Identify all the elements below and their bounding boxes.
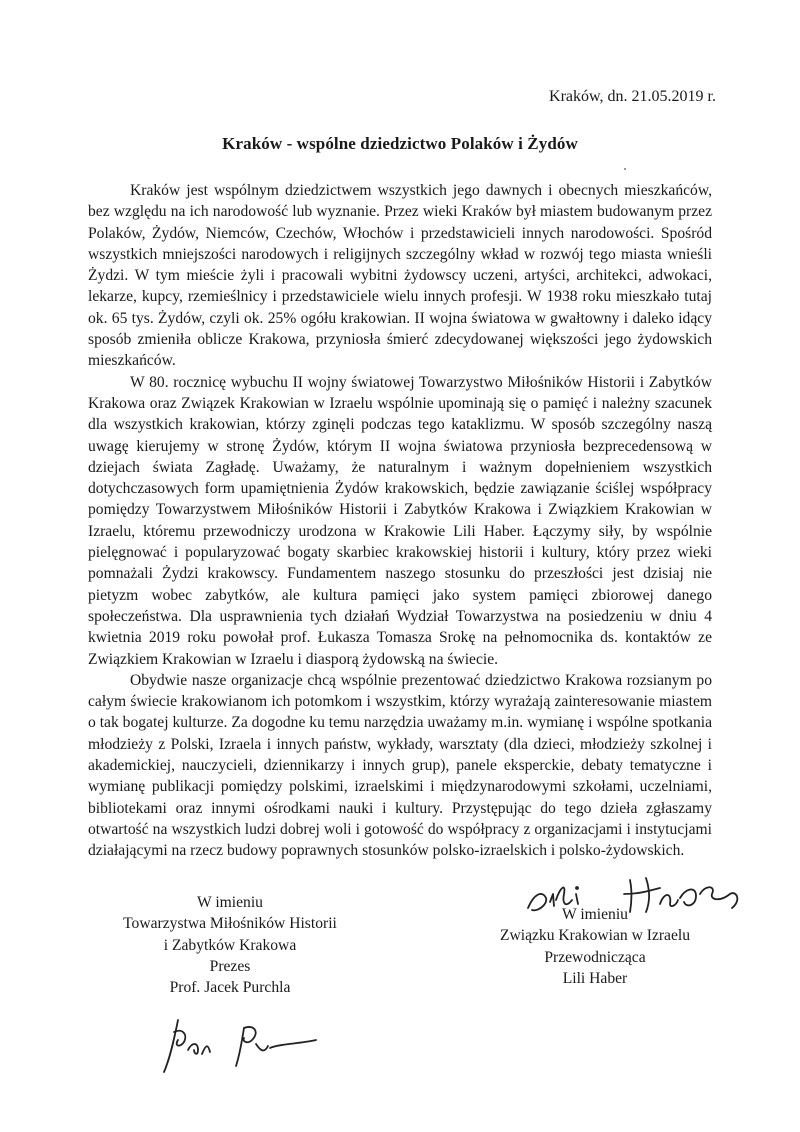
document-body	[88, 180, 712, 862]
sig-right-role: Przewodnicząca	[544, 948, 646, 966]
handwritten-signature-purchla	[148, 1010, 328, 1080]
document-date: Kraków, dn. 21.05.2019 r.	[549, 88, 716, 105]
speck	[624, 168, 626, 170]
sig-right-line1: W imieniu	[562, 906, 628, 923]
sig-left-line1: W imieniu	[197, 894, 263, 911]
sig-right-line2: Związku Krakowian w Izraelu	[499, 927, 691, 945]
sig-left-name: Prof. Jacek Purchla	[169, 979, 291, 997]
paragraph-1: Kraków jest wspólnym dziedzictwem wszystkich jego dawnych i obecnych mieszkańców, bez względu na ich narodowość lub wyznanie. Przez wieki Kraków był miastem budowanym przez Polaków, Żydów, Niemców, Czechów, Włochów i przedstawicieli innych narodowości. Spośród wszystkich mniejszości narodowych i religijnych szczególny wkład w rozwój tego miasta wnieśli Żydzi. W tym mieście żyli i pracowali wybitni żydowscy uczeni, artyści, architekci, adwokaci, lekarze, kupcy, rzemieślnicy i przedstawiciele wielu innych profesji. W 1938 roku mieszkało tutaj ok. 65 tys. Żydów, czyli ok. 25% ogółu krakowian. II wojna światowa w gwałtowny i daleko idący sposób zmieniła oblicze Krakowa, przyniosła śmierć zdecydowanej większości jego żydowskich mieszkańców.	[88, 182, 712, 370]
document-title: Kraków - wspólne dziedzictwo Polaków i Żydów	[222, 134, 578, 153]
signature-block-right	[470, 904, 720, 989]
sig-right-name: Lili Haber	[562, 969, 628, 987]
sig-left-role: Prezes	[209, 957, 251, 975]
signature-block-left	[60, 892, 400, 998]
sig-left-line2: Towarzystwa Miłośników Historii	[123, 915, 337, 933]
sig-left-line3: i Zabytków Krakowa	[163, 936, 297, 954]
paragraph-3: Obydwie nasze organizacje chcą wspólnie prezentować dziedzictwo Krakowa rozsianym po całym świecie krakowianom ich potomkom i wszystkim, którzy wyrażają zainteresowanie miastem o tak bogatej kulturze. Za dogodne ku temu narzędzia uważamy m.in. wymianę i wspólne spotkania młodzieży z Polski, Izraela i innych państw, wykłady, warsztaty (dla dzieci, młodzieży szkolnej i akademickiej, nauczycieli, dziennikarzy i innych grup), panele eksperckie, debaty tematyczne i wymianę publikacji pomiędzy polskimi, izraelskimi i międzynarodowymi szkołami, uczelniami, bibliotekami oraz innymi ośrodkami nauki i kultury. Przystępując do tego dzieła zgłaszamy otwartość na wszystkich ludzi dobrej woli i gotowość do współpracy z organizacjami i instytucjami działającymi na rzecz budowy poprawnych stosunków polsko-izraelskich i polsko-żydowskich.	[88, 671, 712, 860]
paragraph-2: W 80. rocznicę wybuchu II wojny światowej Towarzystwo Miłośników Historii i Zabytków Krakowa oraz Związek Krakowian w Izraelu wspólnie upominają się o pamięć i należny szacunek dla wszystkich krakowian, którzy zginęli podczas tego kataklizmu. W sposób szczególny naszą uwagę kierujemy w stronę Żydów, którym II wojna światowa przyniosła bezprecedensową w dziejach świata Zagładę. Uważamy, że naturalnym i ważnym dopełnieniem wszystkich dotychczasowych form upamiętnienia Żydów krakowskich, będzie zawiązanie ściślej współpracy pomiędzy Towarzystwem Miłośników Historii i Zabytków Krakowa i Związkiem Krakowian w Izraelu, któremu przewodniczy urodzona w Krakowie Lili Haber. Łączymy siły, by wspólnie pielęgnować i popularyzować bogaty skarbiec krakowskiej historii i kultury, który przez wieki pomnażali Żydzi krakowscy. Fundamentem naszego stosunku do przeszłości jest dzisiaj nie pietyzm wobec zabytków, ale kultura pamięci jako system pamięci zbiorowej danego społeczeństwa. Dla usprawnienia tych działań Wydział Towarzystwa na posiedzeniu w dniu 4 kwietnia 2019 roku powołał prof. Łukasza Tomasza Srokę na pełnomocnika ds. kontaktów ze Związkiem Krakowian w Izraelu i diasporą żydowską na świecie.	[88, 373, 712, 668]
